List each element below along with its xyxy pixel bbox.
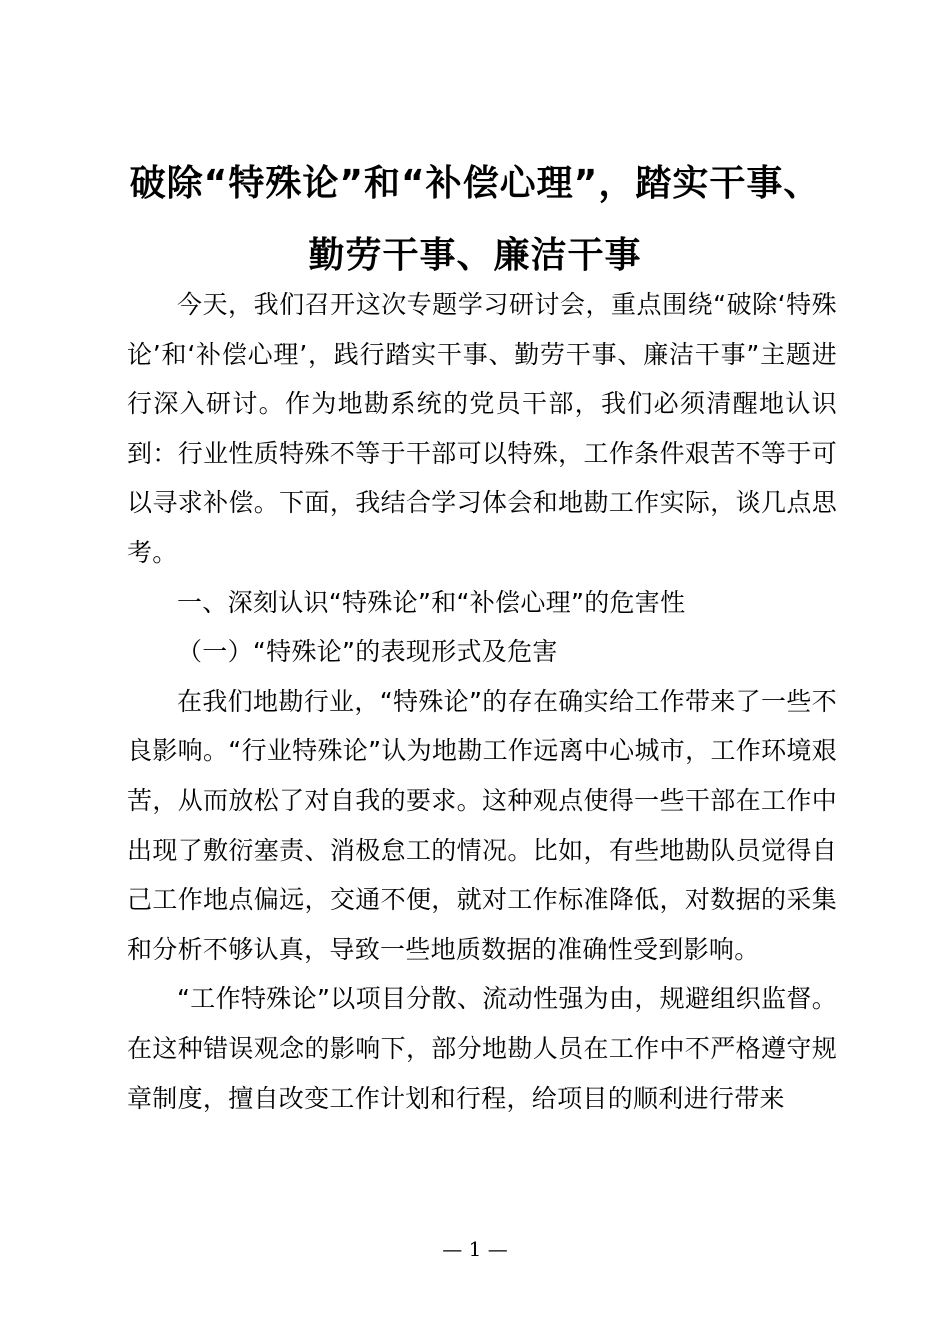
- paragraph: 在我们地勘行业，“特殊论”的存在确实给工作带来了一些不良影响。“行业特殊论”认为地勘工作远离中心城市，工作环境艰苦，从而放松了对自我的要求。这种观点使得一些干部在工作中出现了敷衍塞责、消极怠工的情况。比如，有些地勘队员觉得自己工作地点偏远，交通不便，就对工作标准降低，对数据的采集和分析不够认真，导致一些地质数据的准确性受到影响。: [127, 686, 837, 964]
- paragraph-intro: 今天，我们召开这次专题学习研讨会，重点围绕“破除‘特殊论’和‘补偿心理’，践行踏实干事、勤劳干事、廉洁干事”主题进行深入研讨。作为地勘系统的党员干部，我们必须清醒地认识到：行业性质特殊不等于干部可以特殊，工作条件艰苦不等于可以寻求补偿。下面，我结合学习体会和地勘工作实际，谈几点思考。: [127, 290, 837, 567]
- page-number: — 1 —: [442, 1237, 508, 1261]
- document-title-line-2: 勤劳干事、廉洁干事: [308, 235, 642, 276]
- section-heading: 一、深刻认识“特殊论”和“补偿心理”的危害性: [177, 587, 686, 617]
- document-body: [127, 280, 837, 1123]
- document-title-line-1: 破除“特殊论”和“补偿心理”，踏实干事、: [129, 163, 821, 204]
- subsection-heading: （一）“特殊论”的表现形式及危害: [177, 637, 558, 667]
- paragraph: “工作特殊论”以项目分散、流动性强为由，规避组织监督。在这种错误观念的影响下，部分地勘人员在工作中不严格遵守规章制度，擅自改变工作计划和行程，给项目的顺利进行带来: [127, 984, 837, 1113]
